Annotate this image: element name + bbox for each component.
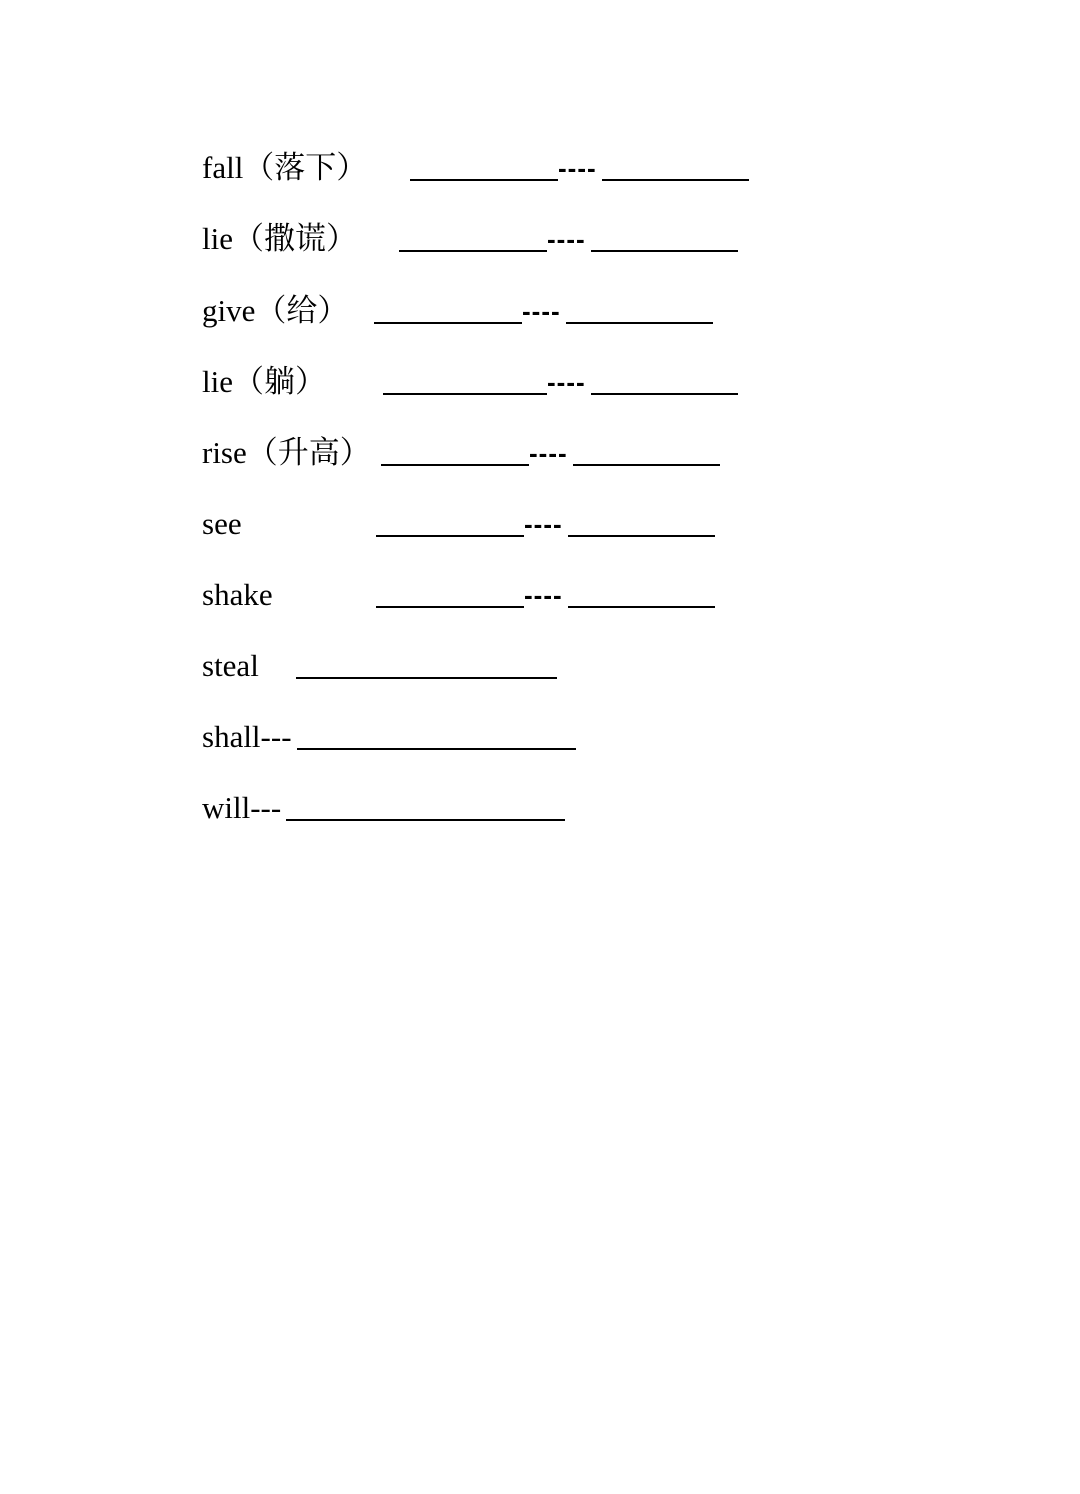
answer-blank-past[interactable] (383, 393, 547, 395)
answer-blank-participle[interactable] (591, 250, 738, 252)
answer-blank-participle[interactable] (568, 535, 715, 537)
row-word: shake (202, 577, 273, 612)
answer-blank-past[interactable] (399, 250, 547, 252)
row-word: steal (202, 648, 259, 683)
row-separator: ---- (529, 438, 568, 468)
answer-blank-past[interactable] (376, 535, 524, 537)
row-word: lie（躺） (202, 364, 326, 399)
row-word: see (202, 506, 242, 541)
answer-blank-participle[interactable] (573, 464, 720, 466)
answer-blank[interactable] (286, 819, 565, 821)
row-separator: ---- (524, 580, 563, 610)
row-word: fall（落下） (202, 150, 368, 185)
answer-blank-past[interactable] (374, 322, 522, 324)
answer-blank[interactable] (296, 677, 557, 679)
row-word: rise（升高） (202, 435, 371, 470)
answer-blank-past[interactable] (376, 606, 524, 608)
row-word: shall--- (202, 719, 292, 754)
row-separator: ---- (558, 153, 597, 183)
answer-blank-past[interactable] (381, 464, 529, 466)
answer-blank[interactable] (297, 748, 576, 750)
answer-blank-past[interactable] (410, 179, 558, 181)
row-separator: ---- (522, 296, 561, 326)
answer-blank-participle[interactable] (566, 322, 713, 324)
row-separator: ---- (524, 509, 563, 539)
row-word: lie（撒谎） (202, 221, 357, 256)
answer-blank-participle[interactable] (568, 606, 715, 608)
row-separator: ---- (547, 224, 586, 254)
answer-blank-participle[interactable] (591, 393, 738, 395)
answer-blank-participle[interactable] (602, 179, 749, 181)
row-separator: ---- (547, 367, 586, 397)
row-word: give（给） (202, 293, 349, 328)
row-word: will--- (202, 790, 282, 825)
